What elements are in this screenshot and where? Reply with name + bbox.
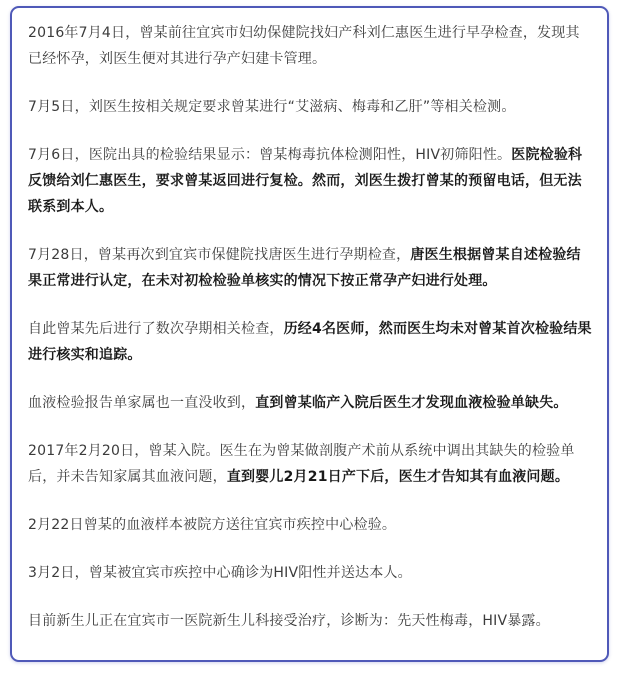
text-segment: 7月6日，医院出具的检验结果显示：曾某梅毒抗体检测阳性，HIV初筛阳性。 <box>28 147 512 163</box>
text-segment: 2月22日曾某的血液样本被院方送往宜宾市疾控中心检验。 <box>28 517 397 533</box>
article-paragraph <box>28 242 593 294</box>
article-paragraph <box>28 142 593 220</box>
text-segment: 2016年7月4日，曾某前往宜宾市妇幼保健院找妇产科刘仁惠医生进行早孕检查，发现其已经怀孕，刘医生便对其进行孕产妇建卡管理。 <box>28 25 580 67</box>
text-segment: 7月28日，曾某再次到宜宾市保健院找唐医生进行孕期检查， <box>28 247 411 263</box>
text-segment: 血液检验报告单家属也一直没收到， <box>28 395 256 411</box>
text-segment: 目前新生儿正在宜宾市一医院新生儿科接受治疗，诊断为：先天性梅毒，HIV暴露。 <box>28 613 550 629</box>
text-segment: 2017年2月20日，曾某入院。医生在为曾某做剖腹产术前从系统中调出其缺失的检验单后，并未告知家属其血液问题， <box>28 443 575 485</box>
article-body <box>28 20 593 634</box>
article-paragraph <box>28 438 593 490</box>
text-segment: 7月5日，刘医生按相关规定要求曾某进行“艾滋病、梅毒和乙肝”等相关检测。 <box>28 99 516 115</box>
article-paragraph <box>28 608 593 634</box>
bold-text-segment: 唐医生根据曾某自述检验结果正常进行认定，在未对初检检验单核实的情况下按正常孕产妇进行处理。 <box>28 247 581 289</box>
article-paragraph <box>28 20 593 72</box>
bold-text-segment: 医院检验科反馈给刘仁惠医生，要求曾某返回进行复检。然而，刘医生拨打曾某的预留电话，但无法联系到本人。 <box>28 147 583 215</box>
article-paragraph <box>28 390 593 416</box>
text-segment: 3月2日，曾某被宜宾市疾控中心确诊为HIV阳性并送达本人。 <box>28 565 412 581</box>
article-card <box>10 6 609 662</box>
text-segment: 自此曾某先后进行了数次孕期相关检查， <box>28 321 284 337</box>
bold-text-segment: 历经4名医师，然而医生均未对曾某首次检验结果进行核实和追踪。 <box>28 321 592 363</box>
article-paragraph <box>28 316 593 368</box>
bold-text-segment: 直到婴儿2月21日产下后，医生才告知其有血液问题。 <box>226 469 570 485</box>
bold-text-segment: 直到曾某临产入院后医生才发现血液检验单缺失。 <box>255 395 568 411</box>
article-paragraph <box>28 94 593 120</box>
article-paragraph <box>28 512 593 538</box>
article-paragraph <box>28 560 593 586</box>
